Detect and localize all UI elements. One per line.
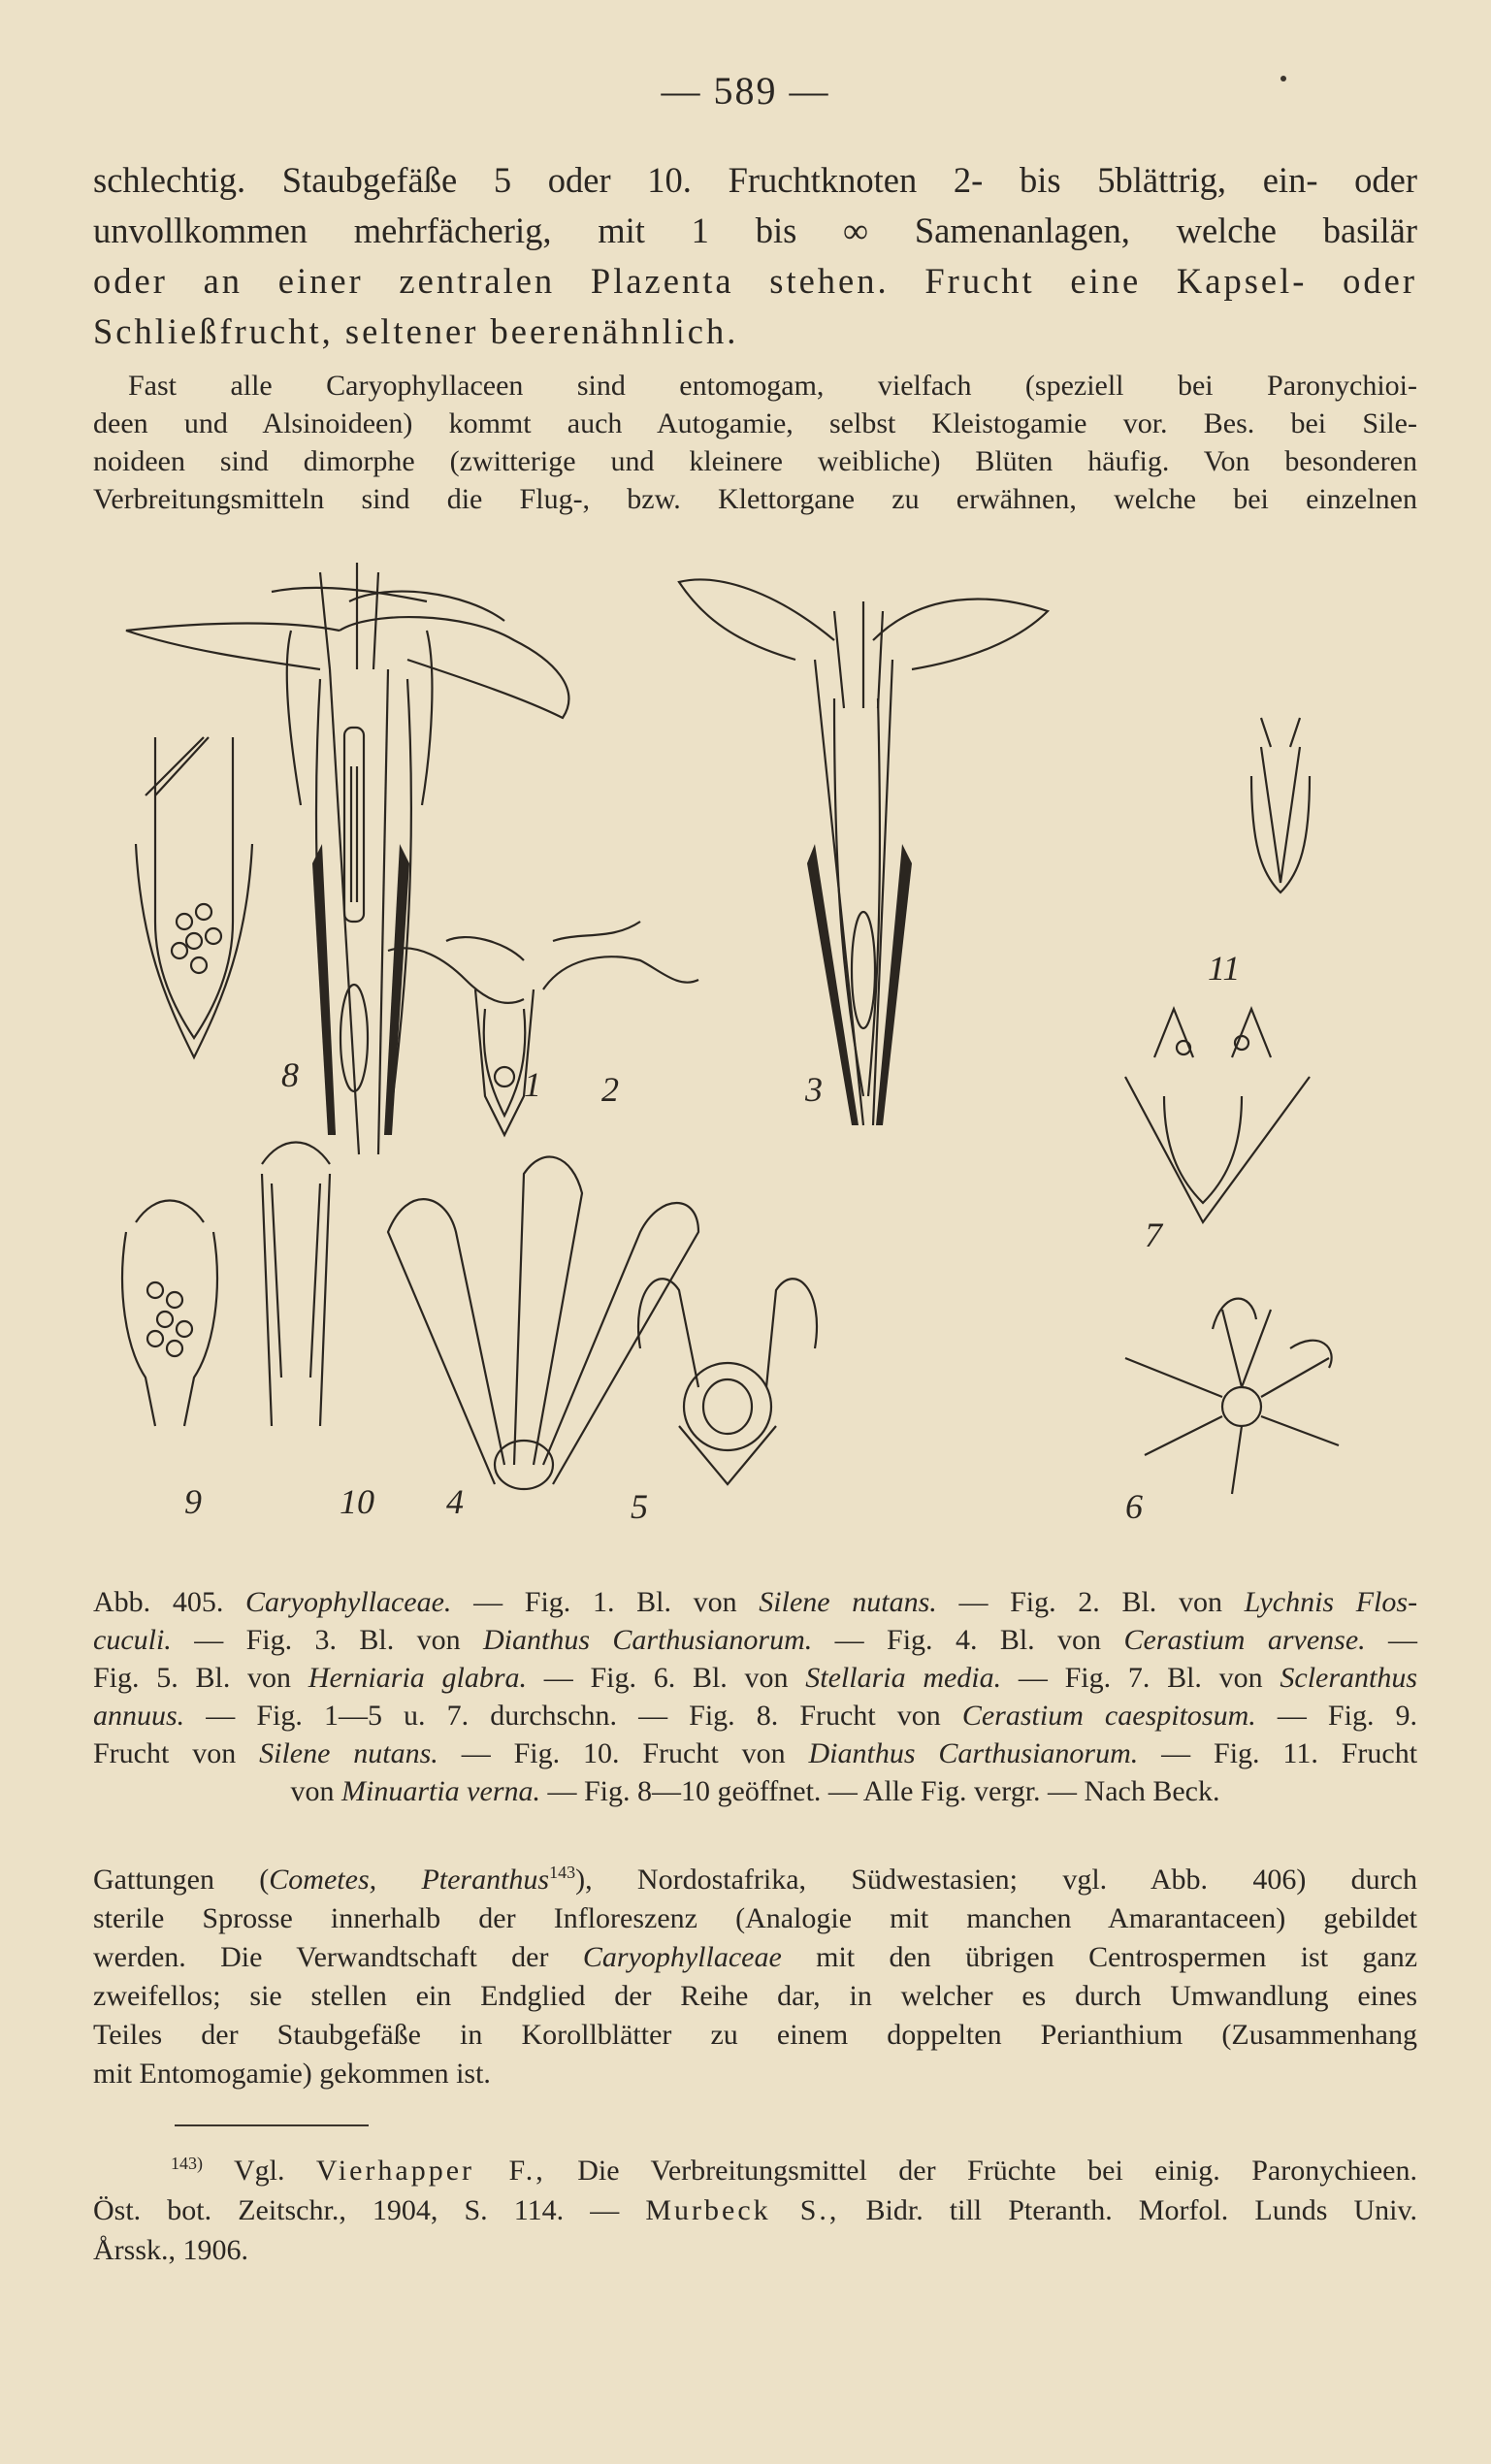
caption-line: von Minuartia verna. — Fig. 8—10 geöffnet. — Alle Fig. vergr. — Nach Beck. (290, 1775, 1220, 1807)
fig4-cerastium-flower-drawing (388, 1157, 698, 1489)
text-line: zweifellos; sie stellen ein Endglied der Reihe dar, in welcher es durch Umwandlung eines (93, 1980, 1417, 2012)
text-line: noideen sind dimorphe (zwitterige und kleinere weibliche) Blüten häufig. Von besonderen (93, 445, 1417, 477)
figure-label-7: 7 (1145, 1216, 1162, 1254)
figure-label-5: 5 (631, 1487, 648, 1526)
fig11-minuartia-fruit-drawing (1251, 718, 1310, 892)
figure-label-1: 1 (524, 1065, 541, 1104)
figure-label-8: 8 (281, 1055, 299, 1094)
fig10-dianthus-fruit-drawing (262, 1143, 330, 1427)
figure-caption (93, 1583, 1417, 1810)
caption-line: Fig. 5. Bl. von Herniaria glabra. — Fig. 6. Bl. von Stellaria media. — Fig. 7. Bl. von Scleranthus (93, 1662, 1418, 1694)
text-line: Verbreitungsmitteln sind die Flug-, bzw. Klettorgane zu erwähnen, welche bei einzelnen (93, 483, 1417, 515)
caryophyllaceae-illustration (97, 553, 1397, 1572)
fig9-silene-fruit-drawing (122, 1201, 217, 1427)
fig1-silene-flower-drawing (126, 563, 568, 1154)
caption-line: Abb. 405. Caryophyllaceae. — Fig. 1. Bl. von Silene nutans. — Fig. 2. Bl. von Lychnis Flos- (93, 1586, 1418, 1618)
fig5-herniaria-flower-drawing (638, 1279, 817, 1484)
intro-line: unvollkommen mehrfächerig, mit 1 bis ∞ Samenanlagen, welche basilär (93, 211, 1417, 250)
fig3-dianthus-flower-drawing (679, 580, 1048, 1126)
intro-line: Schließfrucht, seltener beerenähnlich. (93, 311, 739, 351)
text-line: Gattungen (Cometes, Pteranthus$^{143}$), Nordostafrika, Südwestasien; vgl. Abb. 406) durch (93, 1863, 1417, 1896)
page-number: — 589 — (661, 69, 830, 113)
footnote (93, 2144, 1417, 2270)
text-line: sterile Sprosse innerhalb der Infloreszenz (Analogie mit manchen Amarantaceen) gebildet (93, 1902, 1417, 1934)
figure-label-9: 9 (184, 1482, 202, 1521)
footnote-divider (175, 2124, 369, 2126)
intro-paragraph (93, 155, 1417, 357)
footnote-line: $^{143)}$ Vgl. Vierhapper F., Die Verbreitungsmittel der Früchte bei einig. Paronychieen. (171, 2154, 1417, 2187)
text-line: Fast alle Caryophyllaceen sind entomogam, vielfach (speziell bei Paronychioi- (128, 370, 1417, 402)
figure-label-3: 3 (805, 1070, 823, 1109)
figure-label-4: 4 (446, 1482, 464, 1521)
footnote-line: Öst. bot. Zeitschr., 1904, S. 114. — Murbeck S., Bidr. till Pteranth. Morfol. Lunds Univ. (93, 2194, 1418, 2226)
fig8-cerastium-fruit-drawing (136, 737, 252, 1057)
caption-line: annuus. — Fig. 1—5 u. 7. durchschn. — Fig. 8. Frucht von Cerastium caespitosum. — Fig. 9. (93, 1700, 1418, 1732)
footnote-line: Årssk., 1906. (93, 2234, 249, 2266)
fig2-lychnis-flower-drawing (388, 922, 698, 1135)
figure-label-10: 10 (340, 1482, 374, 1521)
caption-line: Frucht von Silene nutans. — Fig. 10. Frucht von Dianthus Carthusianorum. — Fig. 11. Frucht (93, 1737, 1418, 1769)
fig6-stellaria-flower-drawing (1125, 1299, 1339, 1494)
text-line: deen und Alsinoideen) kommt auch Autogamie, selbst Kleistogamie vor. Bes. bei Sile- (93, 407, 1417, 439)
text-line: mit Entomogamie) gekommen ist. (93, 2058, 491, 2090)
intro-line: schlechtig. Staubgefäße 5 oder 10. Fruchtknoten 2- bis 5blättrig, ein- oder (93, 160, 1417, 200)
intro-line: oder an einer zentralen Plazenta stehen. Frucht eine Kapsel- oder (93, 261, 1417, 301)
figure-label-6: 6 (1125, 1487, 1143, 1526)
caption-line: cuculi. — Fig. 3. Bl. von Dianthus Carthusianorum. — Fig. 4. Bl. von Cerastium arvense. — (93, 1624, 1418, 1656)
figure-label-2: 2 (601, 1070, 619, 1109)
botanical-figure-plate (97, 553, 1397, 1572)
continuation-paragraph (93, 1853, 1417, 2093)
text-line: werden. Die Verwandtschaft der Caryophyllaceae mit den übrigen Centrospermen ist ganz (93, 1941, 1418, 1973)
entomogamy-paragraph (93, 367, 1417, 518)
figure-label-11: 11 (1208, 949, 1241, 988)
print-speck (1280, 76, 1286, 81)
fig7-scleranthus-flower-drawing (1125, 1009, 1310, 1222)
text-line: Teiles der Staubgefäße in Korollblätter zu einem doppelten Perianthium (Zusammenhang (93, 2019, 1417, 2051)
